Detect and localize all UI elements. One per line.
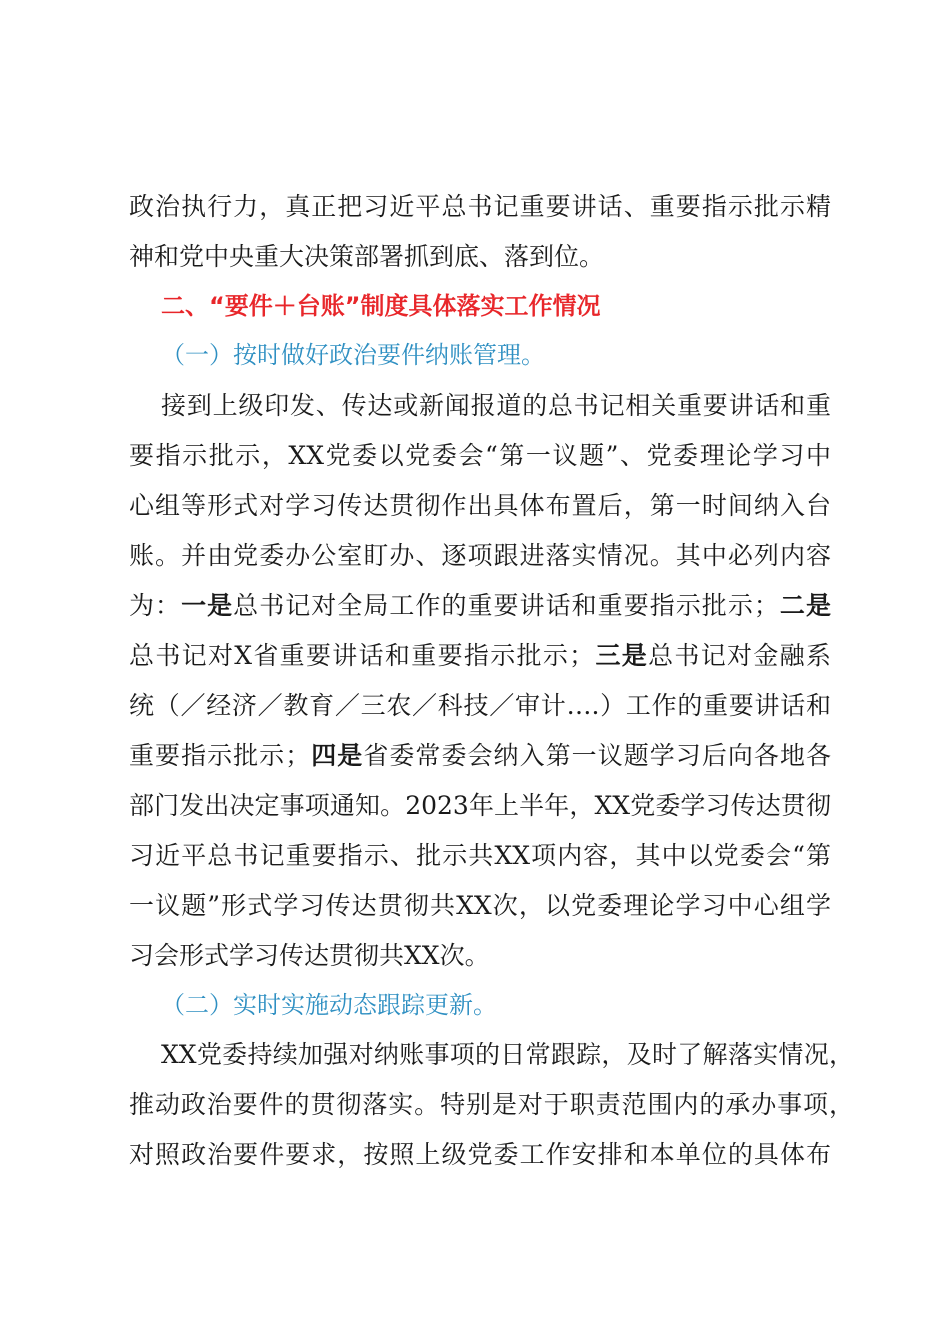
subsection-heading: （二）实时实施动态跟踪更新。: [161, 991, 497, 1019]
body-line: XX党委持续加强对纳账事项的日常跟踪，及时了解落实情况，: [161, 1040, 854, 1069]
text-run: 省委常委会纳入第一议题学习后向各地各: [363, 741, 831, 770]
body-line: [129, 739, 831, 773]
text-run: 重要指示批示；: [129, 741, 311, 770]
emphasis-label: 三是: [594, 641, 649, 670]
text-run: 总书记对金融系: [648, 641, 831, 670]
emphasis-label: 一是: [181, 591, 234, 620]
emphasis-label: 四是: [310, 741, 364, 770]
body-line: 神和党中央重大决策部署抓到底、落到位。: [129, 242, 605, 271]
body-line: 心组等形式对学习传达贯彻作出具体布置后，第一时间纳入台: [129, 491, 831, 520]
body-line: 一议题”形式学习传达贯彻共XX次，以党委理论学习中心组学: [129, 891, 831, 920]
body-line: 习会形式学习传达贯彻共XX次。: [129, 941, 490, 970]
body-line: 政治执行力，真正把习近平总书记重要讲话、重要指示批示精: [129, 192, 831, 221]
body-line: 要指示批示，XX党委以党委会“第一议题”、党委理论学习中: [129, 441, 831, 470]
body-line: 习近平总书记重要指示、批示共XX项内容，其中以党委会“第: [129, 841, 831, 870]
body-line: [129, 589, 831, 623]
body-line: 账。并由党委办公室盯办、逐项跟进落实情况。其中必列内容: [129, 541, 831, 570]
text-run: 为：: [129, 591, 182, 620]
body-line: 统（／经济／教育／三农／科技／审计….）工作的重要讲话和: [129, 691, 831, 720]
body-line: 部门发出决定事项通知。2023年上半年，XX党委学习传达贯彻: [129, 791, 831, 820]
body-line: 推动政治要件的贯彻落实。特别是对于职责范围内的承办事项，: [129, 1090, 854, 1119]
text-run: 总书记对全局工作的重要讲话和重要指示批示；: [233, 591, 779, 620]
section-heading: 二、“要件＋台账”制度具体落实工作情况: [161, 292, 601, 320]
body-line: 接到上级印发、传达或新闻报道的总书记相关重要讲话和重: [161, 391, 831, 420]
subsection-heading: （一）按时做好政治要件纳账管理。: [161, 341, 545, 369]
body-line: 对照政治要件要求，按照上级党委工作安排和本单位的具体布: [129, 1140, 831, 1169]
emphasis-label: 二是: [778, 591, 831, 620]
body-line: [129, 639, 831, 673]
text-run: 总书记对X省重要讲话和重要指示批示；: [129, 641, 595, 670]
